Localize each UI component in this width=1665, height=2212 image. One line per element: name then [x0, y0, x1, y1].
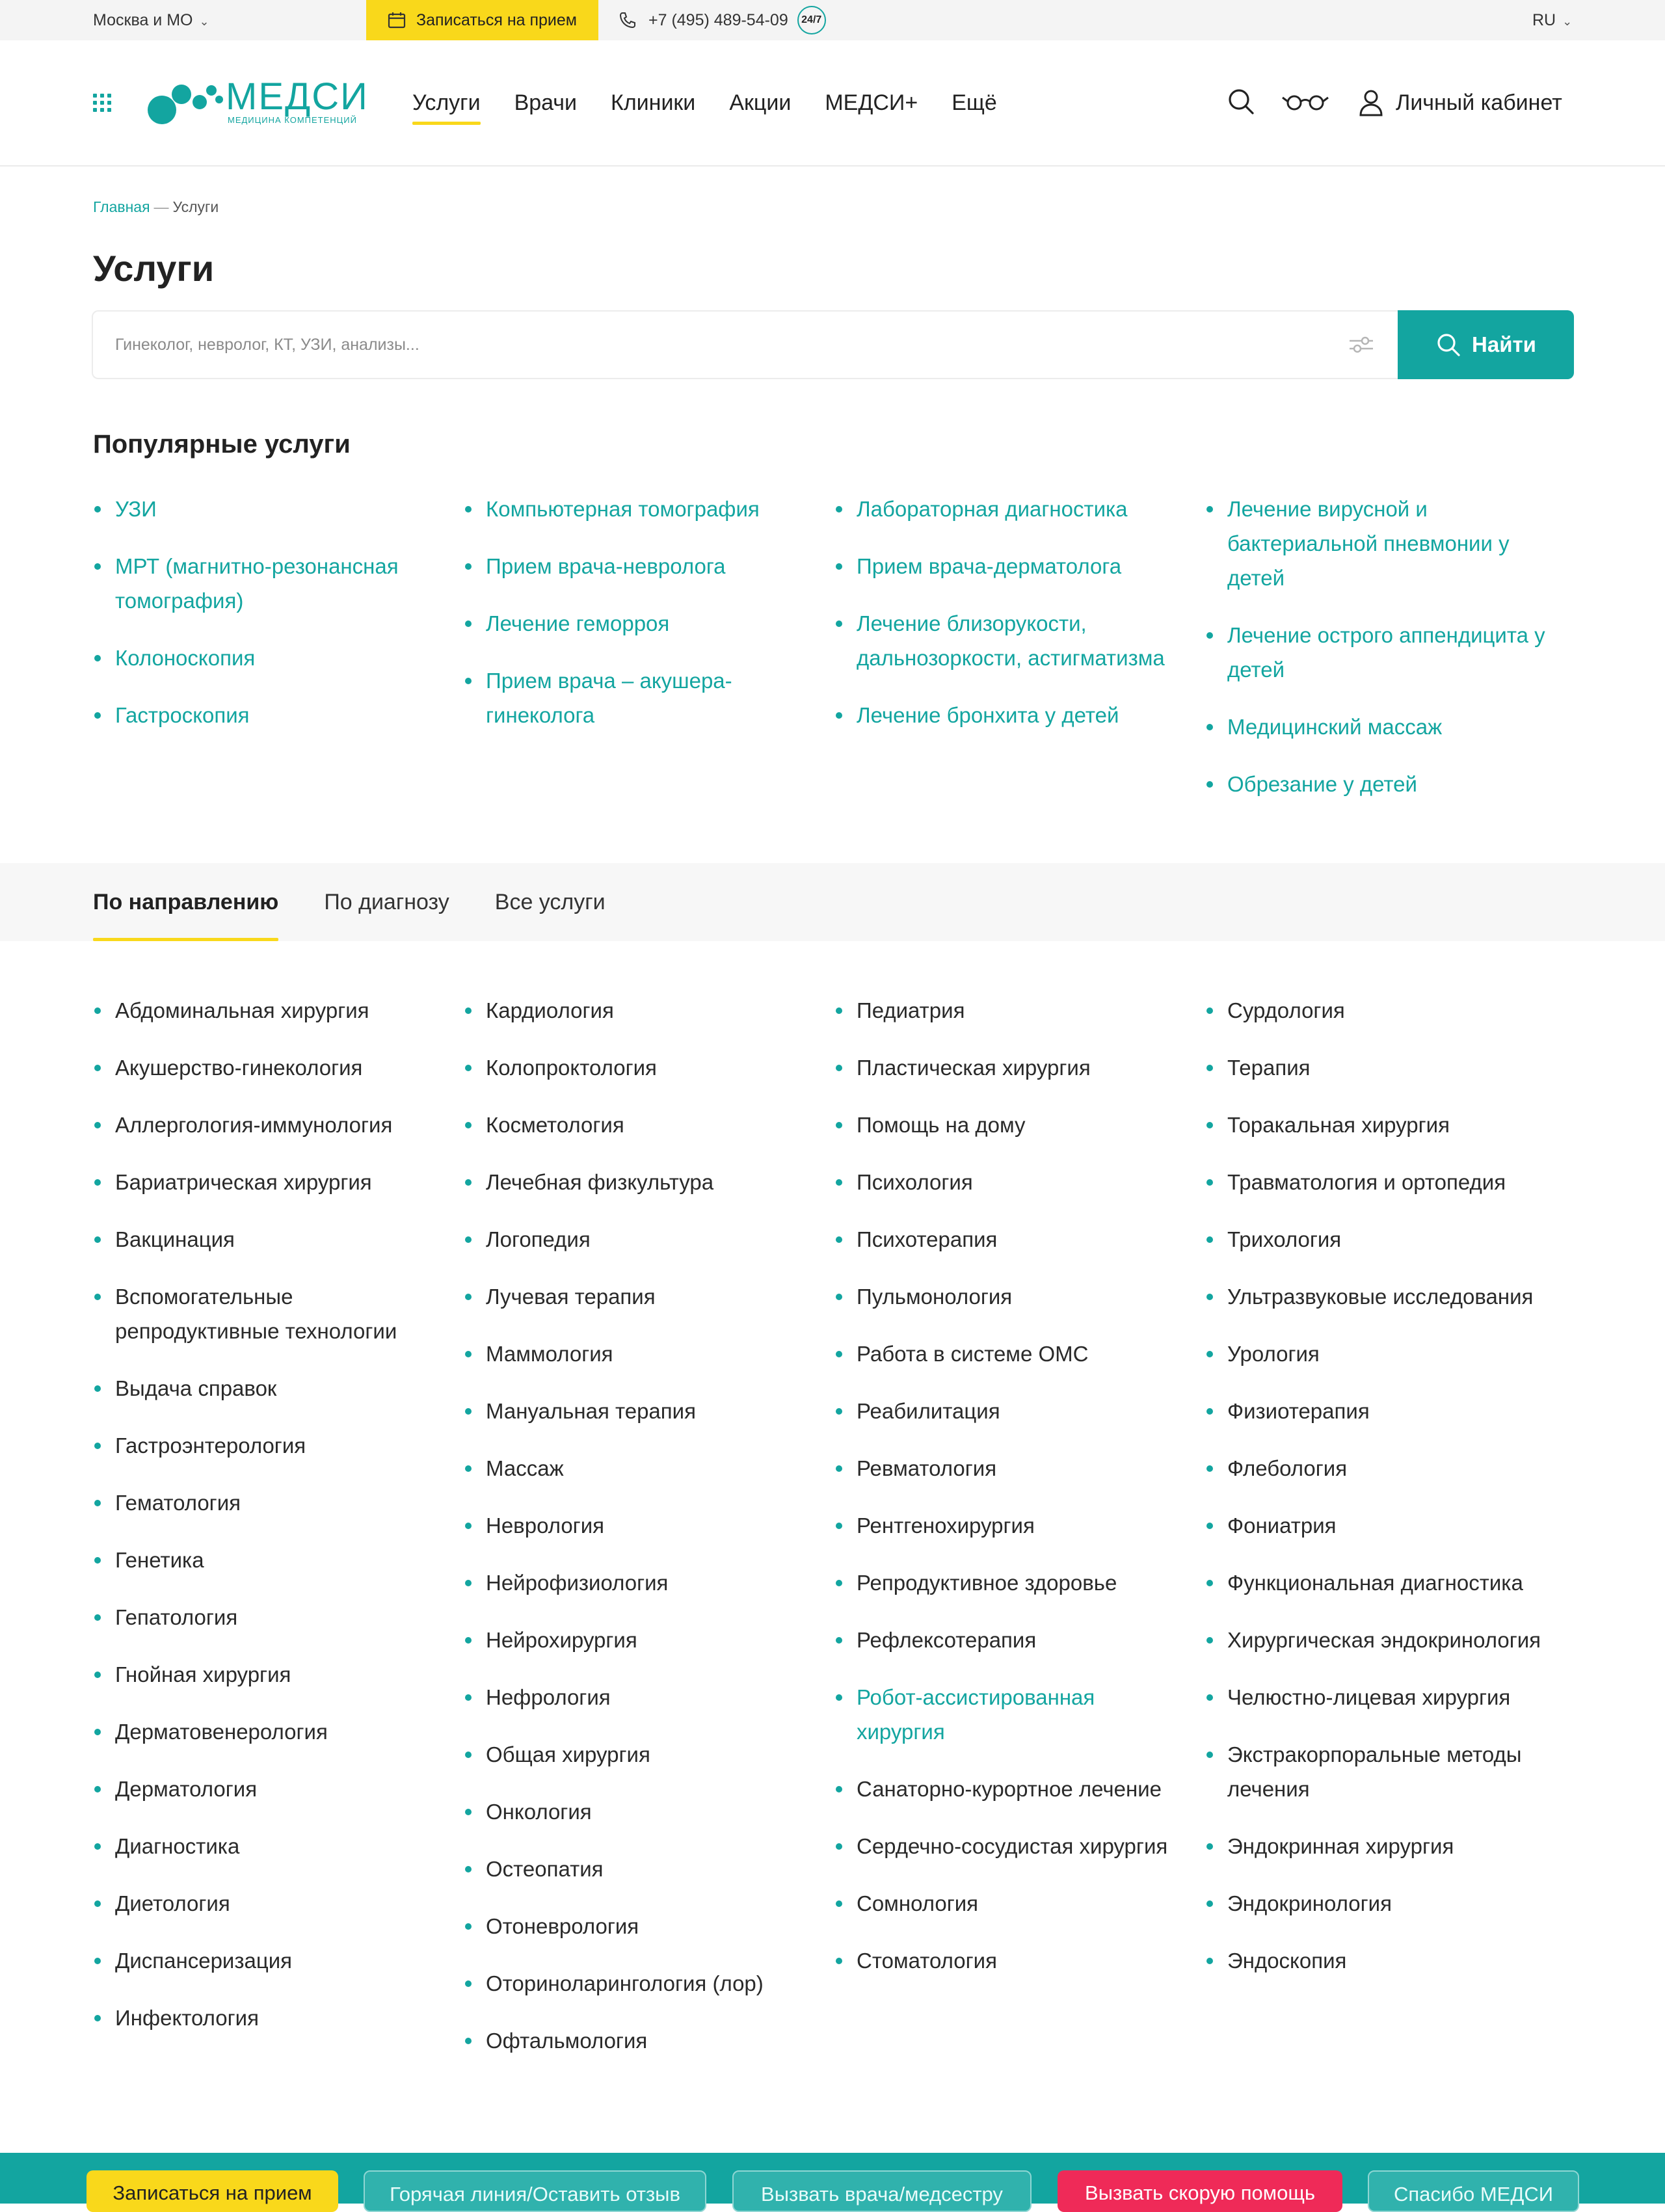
- directions-list: [93, 993, 1576, 2081]
- direction-link[interactable]: Остеопатия: [464, 1852, 808, 1886]
- direction-link[interactable]: Сомнология: [834, 1886, 1179, 1921]
- phone-link[interactable]: [619, 0, 826, 40]
- direction-link[interactable]: Ультразвуковые исследования: [1205, 1279, 1550, 1314]
- direction-link[interactable]: Сердечно-сосудистая хирургия: [834, 1829, 1179, 1863]
- direction-link[interactable]: Рефлексотерапия: [834, 1623, 1179, 1657]
- direction-link[interactable]: Инфектология: [93, 2001, 438, 2035]
- popular-services-title: Популярные услуги: [93, 430, 351, 459]
- direction-link[interactable]: Генетика: [93, 1543, 438, 1577]
- direction-link[interactable]: Диспансеризация: [93, 1943, 438, 1978]
- direction-link[interactable]: Реабилитация: [834, 1394, 1179, 1428]
- direction-link[interactable]: Вспомогательные репродуктивные технологии: [93, 1279, 438, 1348]
- direction-link-column: [834, 993, 1205, 2081]
- direction-link[interactable]: Челюстно-лицевая хирургия: [1205, 1680, 1550, 1714]
- nav-item-promotions[interactable]: Акции: [729, 90, 792, 115]
- direction-link[interactable]: Психология: [834, 1165, 1179, 1199]
- top-bar: [0, 0, 1665, 40]
- page-title: Услуги: [93, 248, 215, 289]
- book-appointment-label: Записаться на прием: [416, 10, 577, 29]
- tab-by-diagnosis[interactable]: По диагнозу: [324, 890, 449, 914]
- call-doctor-button[interactable]: Вызвать врача/медсестру: [732, 2170, 1032, 2212]
- logo-bubbles-icon: [146, 76, 224, 128]
- direction-link[interactable]: Ревматология: [834, 1451, 1179, 1486]
- popular-service-link[interactable]: Лечение бронхита у детей: [834, 698, 1179, 732]
- breadcrumb-current: Услуги: [172, 198, 219, 215]
- direction-link[interactable]: Аллергология-иммунология: [93, 1108, 438, 1142]
- nav-item-services[interactable]: Услуги: [412, 90, 481, 115]
- direction-link[interactable]: Рентгенохирургия: [834, 1508, 1179, 1543]
- direction-link[interactable]: Кардиология: [464, 993, 808, 1028]
- direction-link[interactable]: Функциональная диагностика: [1205, 1566, 1550, 1600]
- chevron-down-icon: ⌄: [1562, 15, 1573, 28]
- find-button-label: Найти: [1472, 332, 1536, 356]
- direction-link[interactable]: Маммология: [464, 1337, 808, 1371]
- tab-all-services[interactable]: Все услуги: [494, 890, 606, 914]
- direction-link[interactable]: Пульмонология: [834, 1279, 1179, 1314]
- popular-service-link[interactable]: Компьютерная томография: [464, 492, 808, 526]
- popular-service-link[interactable]: МРТ (магнитно-резонансная томография): [93, 549, 438, 618]
- direction-link[interactable]: Трихология: [1205, 1222, 1550, 1257]
- popular-service-link[interactable]: Прием врача-дерматолога: [834, 549, 1179, 583]
- find-button[interactable]: [1398, 310, 1574, 379]
- direction-link[interactable]: Мануальная терапия: [464, 1394, 808, 1428]
- language-selector[interactable]: [1532, 0, 1572, 40]
- direction-link[interactable]: Урология: [1205, 1337, 1550, 1371]
- popular-service-link[interactable]: Лечение близорукости, дальнозоркости, астигматизма: [834, 606, 1179, 675]
- popular-service-link-column: [834, 492, 1205, 824]
- direction-link-column: [93, 993, 464, 2081]
- low-vision-glasses-icon[interactable]: [1281, 91, 1329, 112]
- direction-link-column: [464, 993, 834, 2081]
- direction-link[interactable]: Экстракорпоральные методы лечения: [1205, 1737, 1550, 1806]
- direction-link[interactable]: Сурдология: [1205, 993, 1550, 1028]
- personal-account-link[interactable]: [1358, 40, 1562, 165]
- direction-link[interactable]: Эндоскопия: [1205, 1943, 1550, 1978]
- direction-link[interactable]: Гнойная хирургия: [93, 1657, 438, 1692]
- popular-service-link[interactable]: Прием врача – акушера-гинеколога: [464, 663, 808, 732]
- direction-link[interactable]: Абдоминальная хирургия: [93, 993, 438, 1028]
- breadcrumb-separator: —: [153, 198, 169, 215]
- direction-link[interactable]: Дерматовенерология: [93, 1714, 438, 1749]
- logo-text: МЕДСИ: [226, 75, 369, 118]
- direction-link[interactable]: Санаторно-курортное лечение: [834, 1772, 1179, 1806]
- direction-link[interactable]: Флебология: [1205, 1451, 1550, 1486]
- direction-link[interactable]: Гематология: [93, 1486, 438, 1520]
- direction-link[interactable]: Торакальная хирургия: [1205, 1108, 1550, 1142]
- direction-link[interactable]: Колопроктология: [464, 1050, 808, 1085]
- direction-link[interactable]: Неврология: [464, 1508, 808, 1543]
- user-icon: [1358, 89, 1384, 116]
- direction-link[interactable]: Нефрология: [464, 1680, 808, 1714]
- direction-link[interactable]: Дерматология: [93, 1772, 438, 1806]
- direction-link[interactable]: Травматология и ортопедия: [1205, 1165, 1550, 1199]
- direction-link[interactable]: Лучевая терапия: [464, 1279, 808, 1314]
- direction-link[interactable]: Эндокринология: [1205, 1886, 1550, 1921]
- direction-link[interactable]: Общая хирургия: [464, 1737, 808, 1772]
- direction-link[interactable]: Нейрохирургия: [464, 1623, 808, 1657]
- popular-service-link[interactable]: УЗИ: [93, 492, 438, 526]
- nav-item-clinics[interactable]: Клиники: [611, 90, 696, 115]
- search-icon: [1435, 332, 1461, 358]
- book-appointment-button[interactable]: Записаться на прием: [87, 2170, 338, 2212]
- call-ambulance-button[interactable]: Вызвать скорую помощь: [1058, 2170, 1342, 2212]
- phone-icon: [619, 11, 637, 29]
- chevron-down-icon: ⌄: [199, 15, 209, 28]
- category-tabs-bar: [0, 863, 1665, 941]
- bottom-action-bar: [0, 2153, 1665, 2204]
- popular-service-link[interactable]: Лечение вирусной и бактериальной пневмонии у детей: [1205, 492, 1550, 595]
- city-label: Москва и МО: [93, 11, 193, 29]
- popular-service-link[interactable]: Обрезание у детей: [1205, 767, 1550, 801]
- direction-link[interactable]: Стоматология: [834, 1943, 1179, 1978]
- popular-service-link[interactable]: Лечение геморроя: [464, 606, 808, 641]
- direction-link[interactable]: Акушерство-гинекология: [93, 1050, 438, 1085]
- hotline-feedback-button[interactable]: Горячая линия/Оставить отзыв: [364, 2170, 706, 2212]
- category-tabs: [93, 863, 651, 941]
- popular-services-list: [93, 492, 1576, 824]
- direction-link[interactable]: Лечебная физкультура: [464, 1165, 808, 1199]
- direction-link[interactable]: Робот-ассистированная хирургия: [834, 1680, 1179, 1749]
- direction-link[interactable]: Терапия: [1205, 1050, 1550, 1085]
- direction-link[interactable]: Хирургическая эндокринология: [1205, 1623, 1550, 1657]
- book-appointment-top-button[interactable]: [366, 0, 598, 40]
- language-label: RU: [1532, 11, 1556, 29]
- direction-link[interactable]: Косметология: [464, 1108, 808, 1142]
- filter-sliders-icon[interactable]: [1348, 334, 1374, 356]
- nav-item-more[interactable]: Ещё: [952, 90, 997, 115]
- direction-link[interactable]: Диетология: [93, 1886, 438, 1921]
- direction-link[interactable]: Онкология: [464, 1794, 808, 1829]
- direction-link[interactable]: Гастроэнтерология: [93, 1428, 438, 1463]
- direction-link-column: [1205, 993, 1576, 2081]
- direction-link[interactable]: Массаж: [464, 1451, 808, 1486]
- service-search: [92, 310, 1574, 379]
- phone-number: +7 (495) 489-54-09: [648, 10, 788, 29]
- search-icon[interactable]: [1227, 87, 1255, 116]
- personal-account-label: Личный кабинет: [1396, 90, 1562, 115]
- direction-link[interactable]: Вакцинация: [93, 1222, 438, 1257]
- tab-by-direction[interactable]: По направлению: [93, 863, 278, 941]
- direction-link[interactable]: Бариатрическая хирургия: [93, 1165, 438, 1199]
- direction-link[interactable]: Оториноларингология (лор): [464, 1966, 808, 2001]
- breadcrumb-home-link[interactable]: Главная: [93, 198, 150, 215]
- popular-service-link-column: [464, 492, 834, 824]
- popular-service-link-column: [1205, 492, 1576, 824]
- nav-item-doctors[interactable]: Врачи: [514, 90, 578, 115]
- popular-service-link[interactable]: Лечение острого аппендицита у детей: [1205, 618, 1550, 687]
- search-input[interactable]: [92, 310, 1399, 379]
- popular-service-link[interactable]: Гастроскопия: [93, 698, 438, 732]
- direction-link[interactable]: Физиотерапия: [1205, 1394, 1550, 1428]
- direction-link[interactable]: Выдача справок: [93, 1371, 438, 1406]
- thanks-medsi-button[interactable]: Спасибо МЕДСИ: [1368, 2170, 1579, 2212]
- direction-link[interactable]: Работа в системе ОМС: [834, 1337, 1179, 1371]
- direction-link[interactable]: Логопедия: [464, 1222, 808, 1257]
- direction-link[interactable]: Отоневрология: [464, 1909, 808, 1943]
- popular-service-link[interactable]: Колоноскопия: [93, 641, 438, 675]
- logo[interactable]: [146, 75, 369, 128]
- popular-service-link[interactable]: Прием врача-невролога: [464, 549, 808, 583]
- site-header: [0, 40, 1665, 167]
- direction-link[interactable]: Нейрофизиология: [464, 1566, 808, 1600]
- direction-link[interactable]: Помощь на дому: [834, 1108, 1179, 1142]
- direction-link[interactable]: Эндокринная хирургия: [1205, 1829, 1550, 1863]
- logo-subtitle: МЕДИЦИНА КОМПЕТЕНЦИЙ: [228, 115, 357, 125]
- direction-link[interactable]: Офтальмология: [464, 2023, 808, 2058]
- direction-link[interactable]: Фониатрия: [1205, 1508, 1550, 1543]
- breadcrumb: [93, 198, 219, 216]
- main-nav: [412, 40, 1031, 165]
- direction-link[interactable]: Гепатология: [93, 1600, 438, 1634]
- menu-grid-icon[interactable]: [93, 94, 111, 112]
- city-selector[interactable]: [93, 0, 209, 40]
- direction-link[interactable]: Пластическая хирургия: [834, 1050, 1179, 1085]
- direction-link[interactable]: Диагностика: [93, 1829, 438, 1863]
- direction-link[interactable]: Репродуктивное здоровье: [834, 1566, 1179, 1600]
- direction-link[interactable]: Психотерапия: [834, 1222, 1179, 1257]
- calendar-icon: [388, 12, 406, 29]
- nav-item-medsi-plus[interactable]: МЕДСИ+: [825, 90, 918, 115]
- popular-service-link[interactable]: Лабораторная диагностика: [834, 492, 1179, 526]
- popular-service-link[interactable]: Медицинский массаж: [1205, 710, 1550, 744]
- support-24-7-badge: 24/7: [797, 6, 826, 34]
- popular-service-link-column: [93, 492, 464, 824]
- direction-link[interactable]: Педиатрия: [834, 993, 1179, 1028]
